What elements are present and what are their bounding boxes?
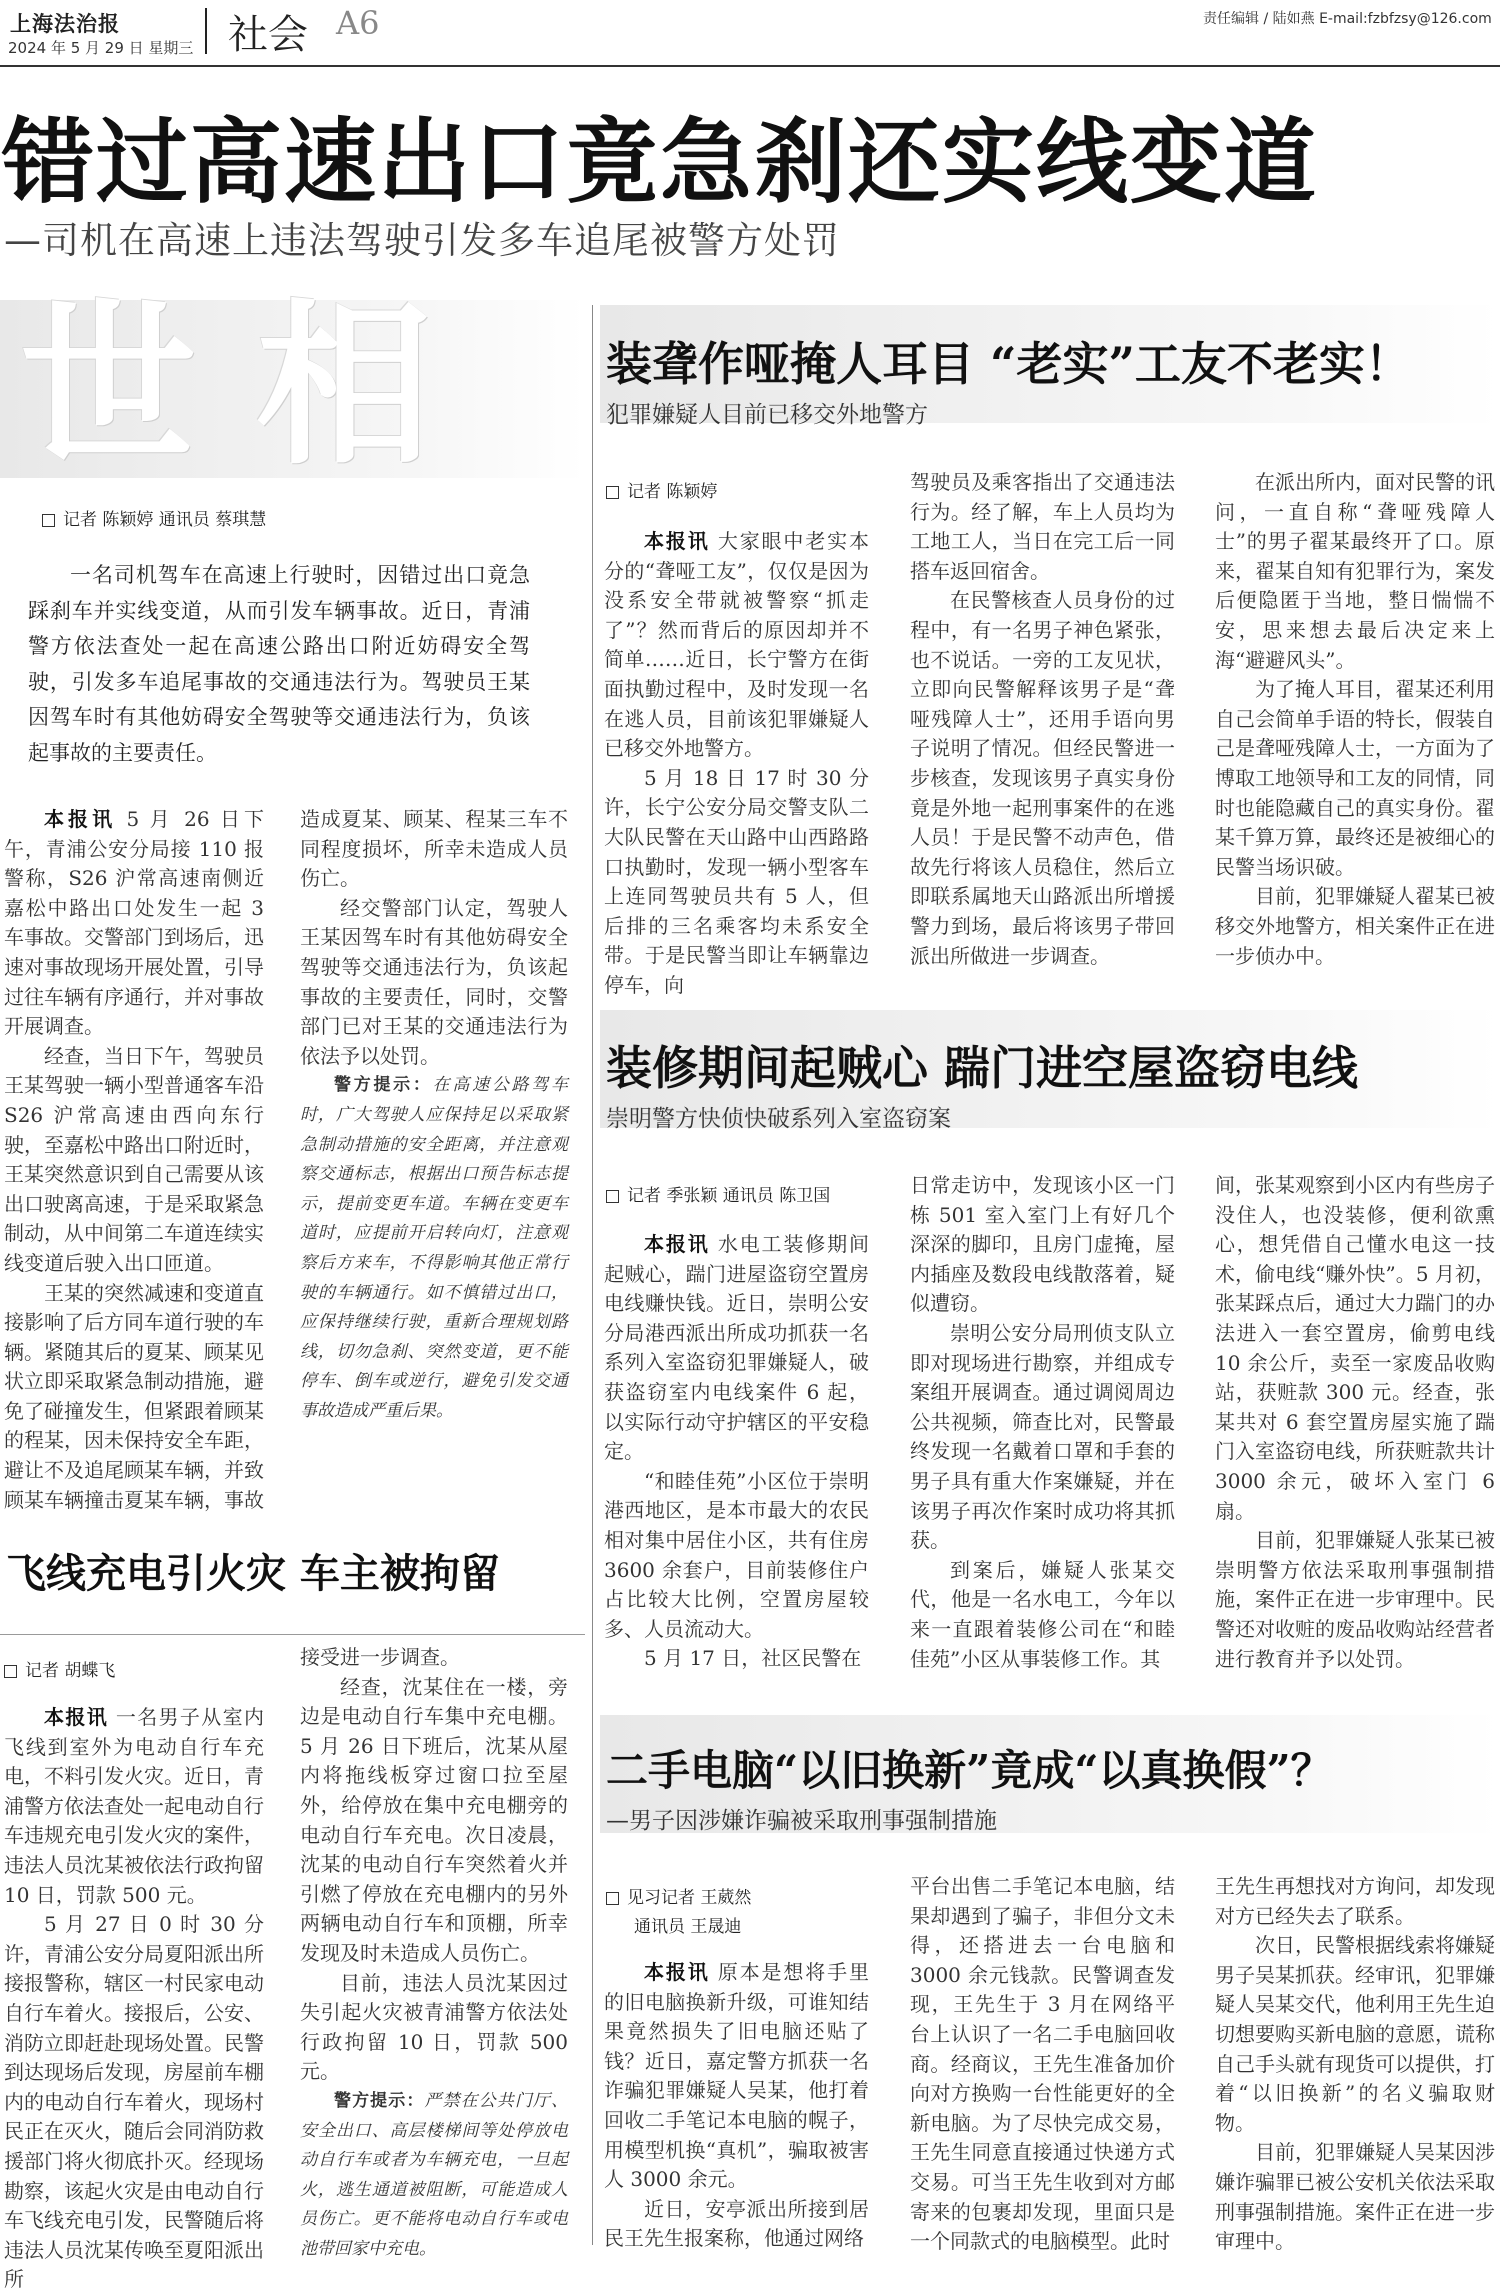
paragraph: 次日，民警根据线索将嫌疑男子吴某抓获。经审讯，犯罪嫌疑人吴某交代，他利用王先生迫切想要购买新电脑的意愿，谎称自己手头就有现货可以提供，打着“以旧换新”的名义骗取财物。 [1215, 1933, 1495, 2135]
paragraph: 本报讯 原本是想将手里的旧电脑换新升级，可谁知结果竟然损失了旧电脑还贴了钱？近日，嘉定警方抓获一名诈骗犯罪嫌疑人吴某，他打着回收二手笔记本电脑的幌子，用模型机换“真机”，骗取被害人 3000 余元。 [604, 1960, 870, 2192]
paragraph: 在派出所内，面对民警的讯问，一直自称“聋哑残障人士”的男子翟某最终开了口。原来，翟某自知有犯罪行为，案发后便隐匿于当地，整日惴惴不安，思来想去最后决定来上海“避避风头”。 [1215, 470, 1495, 672]
story5-col-1 [604, 1958, 869, 2254]
paragraph: 崇明公安分局刑侦支队立即对现场进行勘察，并组成专案组开展调查。通过调阅周边公共视频，筛查比对，民警最终发现一名戴着口罩和手套的男子具有重大作案嫌疑，并在该男子再次作案时成功将其抓获。 [910, 1320, 1175, 1553]
byline-box-icon [42, 514, 55, 527]
paragraph: 5 月 17 日，社区民警在 [644, 1646, 862, 1671]
paragraph: 造成夏某、顾某、程某三车不同程度损坏，所幸未造成人员伤亡。 [300, 807, 568, 891]
paragraph: 本报讯 水电工装修期间起贼心，踹门进屋盗窃空置房电线赚快钱。近日，崇明公安分局港西派出所成功抓获一名系列入室盗窃犯罪嫌疑人，破获盗窃室内电线案件 6 起，以实际行动守护辖区的平安稳定。 [604, 1232, 870, 1464]
paragraph: 近日，安亭派出所接到居民王先生报案称，他通过网络 [604, 2196, 869, 2251]
story2-subhead: 犯罪嫌疑人目前已移交外地警方 [606, 402, 928, 428]
paragraph: 目前，违法人员沈某因过失引起火灾被青浦警方依法处行政拘留 10 日，罚款 500 元。 [300, 1970, 568, 2084]
paragraph: 经查，当日下午，驾驶员王某驾驶一辆小型普通客车沿 S26 沪常高速由西向东行驶，至嘉松中路出口附近时，王某突然意识到自己需要从该出口驶离高速，于是采取紧急制动，从中间第二车道连续实线变道后驶入出口匝道。 [4, 1043, 264, 1275]
story5-col-3 [1215, 1872, 1495, 2257]
lead-headline: 错过高速出口竟急刹还实线变道 [2, 108, 1319, 216]
page-number: A6 [336, 4, 380, 42]
paragraph: “和睦佳苑”小区位于崇明港西地区，是本市最大的农民相对集中居住小区，共有住房 3600 余套户，目前装修住户占比较大比例，空置房屋较多、人员流动大。 [604, 1468, 869, 1641]
lead-byline-text: 记者 陈颖婷 通讯员 蔡琪慧 [63, 510, 267, 530]
lead-col-2 [300, 805, 568, 1426]
paragraph: 在民警核查人员身份的过程中，有一名男子神色紧张，也不说话。一旁的工友见状，立即向民警解释该男子是“聋哑残障人士”，还用手语向男子说明了情况。但经民警进一步核查，发现该男子真实身份竟是外地一起刑事案件的在逃人员！于是民警不动声色，借故先行将该人员稳住，然后立即联系属地天山路派出所增援警力到场，最后将该男子带回派出所做进一步调查。 [910, 588, 1175, 968]
paragraph: 日常走访中，发现该小区一门栋 501 室入室门上有好几个深深的脚印，且房门虚掩，屋内插座及数段电线散落着，疑似遭窃。 [910, 1173, 1175, 1316]
masthead-logo: 上海法治报 [10, 11, 120, 36]
story2-byline: 记者 陈颖婷 [606, 477, 717, 502]
paragraph: 目前，犯罪嫌疑人翟某已被移交外地警方，相关案件正在进一步侦办中。 [1215, 884, 1495, 968]
paragraph: 王某的突然减速和变道直接影响了后方同车道行驶的车辆。紧随其后的夏某、顾某见状立即采取紧急制动措施，避免了碰撞发生，但紧跟着顾某的程某，因未保持安全车距，避让不及追尾顾某车辆，并致顾某车辆撞击夏某车辆，事故 [4, 1280, 264, 1512]
byline-box-icon [606, 486, 619, 499]
paragraph: 平台出售二手笔记本电脑，结果却遇到了骗子，非但分文未得，还搭进去一台电脑和 3000 余元钱款。民警调查发现，王先生于 3 月在网络平台上认识了一名二手电脑回收商。经商议，王先生准备加价向对方换购一台性能更好的全新电脑。为了尽快完成交易，王先生同意直接通过快递方式交易。可当王先生收到对方邮寄来的包裹却发现，里面只是一个同款式的电脑模型。此时 [910, 1874, 1175, 2254]
story5-headline: 二手电脑“以旧换新”竟成“以真换假”？ [606, 1746, 1333, 1795]
story5-subhead: —男子因涉嫌诈骗被采取刑事强制措施 [606, 1808, 997, 1834]
byline-box-icon [606, 1190, 619, 1203]
story4-byline: 记者 胡蝶飞 [4, 1656, 115, 1681]
column-mark-text: 世相 [20, 282, 493, 489]
section-name: 社会 [228, 12, 308, 58]
story2-col-1 [604, 527, 869, 1001]
story3-col-3 [1215, 1171, 1495, 1674]
police-tip: 警方提示：在高速公路驾车时，广大驾驶人应保持足以采取紧急制动措施的安全距离，并注意观察交通标志，根据出口预告标志提示，提前变更车道。车辆在变更车道时，应提前开启转向灯，注意观察后方来车，不得影响其他正常行驶的车辆通行。如不慎错过出口，应保持继续行驶，重新合理规划路线，切勿急刹、突然变道，更不能停车、倒车或逆行，避免引发交通事故造成严重后果。 [300, 1075, 569, 1421]
paragraph: 本报讯 大家眼中老实本分的“聋哑工友”，仅仅是因为没系安全带就被警察“抓走了”？然而背后的原因却并不简单……近日，长宁警方在街面执勤过程中，及时发现一名在逃人员，目前该犯罪嫌疑人已移交外地警方。 [604, 529, 870, 761]
paragraph: 5 月 27 日 0 时 30 分许，青浦公安分局夏阳派出所接报警称，辖区一村民家电动自行车着火。接报后，公安、消防立即赶赴现场处置。民警到达现场后发现，房屋前车棚内的电动自行车着火，现场村民正在灭火，随后会同消防救援部门将火彻底扑灭。经现场勘察，该起火灾是由电动自行车飞线充电引发，民警随后将违法人员沈某传唤至夏阳派出所 [4, 1912, 264, 2292]
story3-subhead: 崇明警方快侦快破系列入室盗窃案 [606, 1106, 951, 1132]
story4-col-1 [4, 1703, 264, 2295]
paragraph: 目前，犯罪嫌疑人张某已被崇明警方依法采取刑事强制措施，案件正在进一步审理中。民警还对收赃的废品收购站经营者进行教育并予以处罚。 [1215, 1528, 1495, 1671]
editor-line: 责任编辑 / 陆如燕 E-mail:fzbfzsy@126.com [1203, 11, 1492, 27]
story4-rule [0, 1634, 585, 1635]
story5-byline: 见习记者 王葳然 [606, 1883, 751, 1908]
paragraph: 间，张某观察到小区内有些房子没住人，也没装修，便利欲熏心，想凭借自己懂水电这一技术，偷电线“赚外快”。5 月初，张某踩点后，通过大力踹门的办法进入一套空置房，偷剪电线 10 余公斤，卖至一家废品收购站，获赃款 300 元。经查，张某共对 6 套空置房屋实施了踹门入室盗窃电线，所获赃款共计 3000 余元，破坏入室门 6 扇。 [1215, 1173, 1495, 1523]
story3-col-1 [604, 1230, 869, 1674]
byline-box-icon [606, 1892, 619, 1905]
police-tip: 警方提示：严禁在公共门厅、安全出口、高层楼梯间等处停放电动自行车或者为车辆充电，一旦起火，逃生通道被阻断，可能造成人员伤亡。更不能将电动自行车或电池带回家中充电。 [300, 2090, 569, 2259]
paragraph: 接受进一步调查。 [300, 1645, 460, 1669]
story3-byline: 记者 季张颖 通讯员 陈卫国 [606, 1181, 830, 1206]
paragraph: 为了掩人耳目，翟某还利用自己会简单手语的特长，假装自己是聋哑残障人士，一方面为了博取工地领导和工友的同情，同时也能隐藏自己的真实身份。翟某千算万算，最终还是被细心的民警当场识破。 [1215, 677, 1495, 879]
story2-headline: 装聋作哑掩人耳目 “老实”工友不老实！ [606, 337, 1411, 391]
story4-col-2 [300, 1643, 568, 2264]
story4-headline: 飞线充电引火灾 车主被拘留 [6, 1550, 500, 1597]
column-separator [592, 305, 593, 2245]
byline-box-icon [4, 1665, 17, 1678]
story3-headline: 装修期间起贼心 踹门进空屋盗窃电线 [606, 1041, 1359, 1095]
paragraph: 驾驶员及乘客指出了交通违法行为。经了解，车上人员均为工地工人，当日在完工后一同搭车返回宿舍。 [910, 470, 1175, 583]
masthead-rule [0, 65, 1500, 67]
paragraph: 本报讯 5 月 26 日下午，青浦公安分局接 110 报警称，S26 沪常高速南侧近嘉松中路出口处发生一起 3 车事故。交警部门到场后，迅速对事故现场开展处置，引导过往车辆有序通行，并对事故开展调查。 [4, 807, 265, 1039]
paragraph: 5 月 18 日 17 时 30 分许，长宁公安分局交警支队二大队民警在天山路中山西路路口执勤时，发现一辆小型客车上连同驾驶员共有 5 人，但后排的三名乘客均未系安全带。于是民警当即让车辆靠边停车，向 [604, 765, 869, 997]
story2-col-2 [910, 468, 1175, 971]
paragraph: 本报讯 一名男子从室内飞线到室外为电动自行车充电，不料引发火灾。近日，青浦警方依法查处一起电动自行车违规充电引发火灾的案件，违法人员沈某被依法行政拘留 10 日，罚款 500 元。 [4, 1705, 265, 1907]
lead-summary: 一名司机驾车在高速上行驶时，因错过出口竟急踩刹车并实线变道，从而引发车辆事故。近日，青浦警方依法查处一起在高速公路出口附近妨碍安全驾驶，引发多车追尾事故的交通违法行为。驾驶员王某因驾车时有其他妨碍安全驾驶等交通违法行为，负该起事故的主要责任。 [28, 563, 530, 765]
lead-byline [42, 505, 266, 530]
story2-col-3 [1215, 468, 1495, 971]
paragraph: 经查，沈某住在一楼，旁边是电动自行车集中充电棚。5 月 26 日下班后，沈某从屋内将拖线板穿过窗口拉至屋外，给停放在集中充电棚旁的电动自行车充电。次日凌晨，沈某的电动自行车突然着火并引燃了停放在充电棚内的另外两辆电动自行车和顶棚，所幸发现及时未造成人员伤亡。 [300, 1674, 568, 1965]
masthead-date: 2024 年 5 月 29 日 星期三 [8, 39, 194, 57]
paragraph: 到案后，嫌疑人张某交代，他是一名水电工，今年以来一直跟着装修公司在“和睦佳苑”小区从事装修工作。其 [910, 1557, 1175, 1671]
paragraph: 目前，犯罪嫌疑人吴某因涉嫌诈骗罪已被公安机关依法采取刑事强制措施。案件正在进一步审理中。 [1215, 2140, 1495, 2254]
paragraph: 王先生再想找对方询问，却发现对方已经失去了联系。 [1215, 1874, 1495, 1928]
masthead-divider [205, 8, 207, 54]
lead-subhead: —司机在高速上违法驾驶引发多车追尾被警方处罚 [4, 219, 840, 262]
story5-col-2 [910, 1872, 1175, 2257]
story3-col-2 [910, 1171, 1175, 1674]
story5-byline-2: 通讯员 王晟迪 [634, 1917, 742, 1937]
lead-col-1 [4, 805, 264, 1515]
paragraph: 经交警部门认定，驾驶人王某因驾车时有其他妨碍安全驾驶等交通违法行为，负该起事故的主要责任，同时，交警部门已对王某的交通违法行为依法予以处罚。 [300, 895, 568, 1068]
